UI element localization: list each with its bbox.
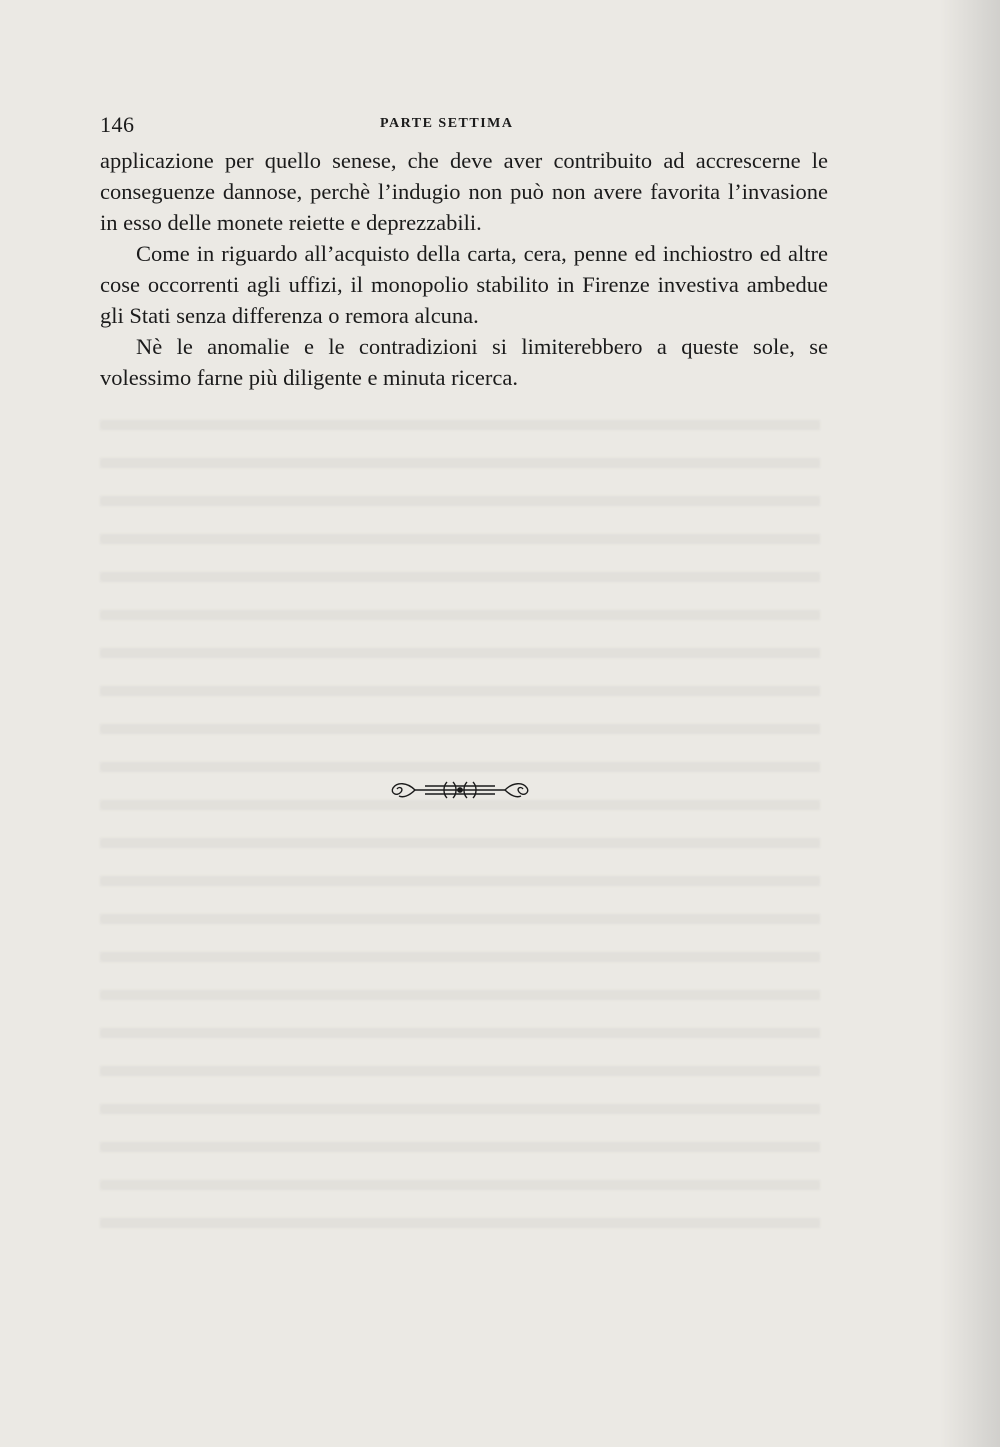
paragraph-3: Nè le anomalie e le contradizioni si limiterebbero a queste sole, se volessimo farne più diligente e minuta ricerca. xyxy=(100,334,828,390)
paragraph-1: applicazione per quello senese, che deve aver contribuito ad accrescerne le conseguenze dannose, perchè l’indugio non può non avere favorita l’invasione in esso delle monete reiette e deprezzabili. xyxy=(100,148,828,235)
paragraph-2: Come in riguardo all’acquisto della carta, cera, penne ed inchiostro ed altre cose occorrenti agli uffizi, il monopolio stabilito in Firenze investiva ambedue gli Stati senza differenza o remora alcuna. xyxy=(100,241,828,328)
page-gutter-shadow xyxy=(940,0,1000,1447)
body-text xyxy=(100,145,828,393)
reverse-page-bleed-through xyxy=(100,400,820,1250)
decorative-tailpiece-icon xyxy=(385,776,535,804)
page-header xyxy=(100,112,828,142)
page-number: 146 xyxy=(100,112,135,137)
running-head: PARTE SETTIMA xyxy=(380,116,514,131)
